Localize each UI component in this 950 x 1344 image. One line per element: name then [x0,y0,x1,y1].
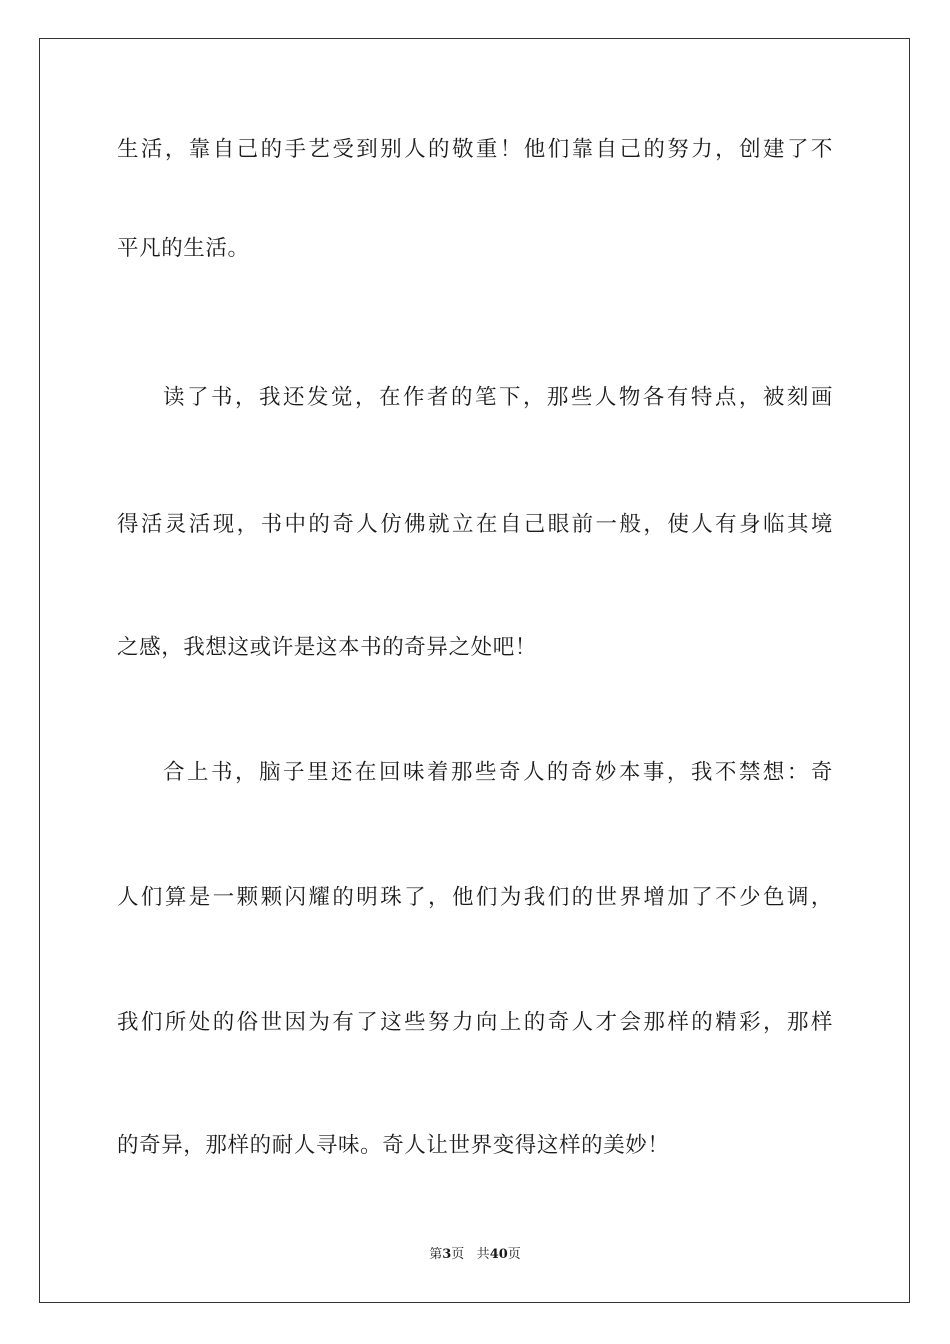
page-prefix: 第 [429,1247,443,1262]
text-line: 之感，我想这或许是这本书的奇异之处吧！ [117,635,537,660]
text-line: 平凡的生活。 [117,236,250,261]
text-line: 合上书，脑子里还在回味着那些奇人的奇妙本事，我不禁想：奇 [163,760,833,785]
text-line: 的奇异，那样的耐人寻味。奇人让世界变得这样的美妙！ [117,1133,670,1158]
page-border [39,38,910,1303]
total-pages: 40 [489,1247,508,1262]
text-line: 生活，靠自己的手艺受到别人的敬重！他们靠自己的努力，创建了不 [117,137,833,162]
text-line: 我们所处的俗世因为有了这些努力向上的奇人才会那样的精彩，那样 [117,1010,833,1035]
text-line: 读了书，我还发觉，在作者的笔下，那些人物各有特点，被刻画 [163,385,833,410]
total-suffix: 页 [507,1247,521,1262]
total-prefix: 共 [476,1247,490,1262]
page-footer [0,1246,950,1264]
text-line: 得活灵活现，书中的奇人仿佛就立在自己眼前一般，使人有身临其境 [117,512,833,537]
text-line: 人们算是一颗颗闪耀的明珠了，他们为我们的世界增加了不少色调， [117,885,833,910]
page-number: 3 [442,1247,452,1262]
page-suffix: 页 [451,1247,465,1262]
